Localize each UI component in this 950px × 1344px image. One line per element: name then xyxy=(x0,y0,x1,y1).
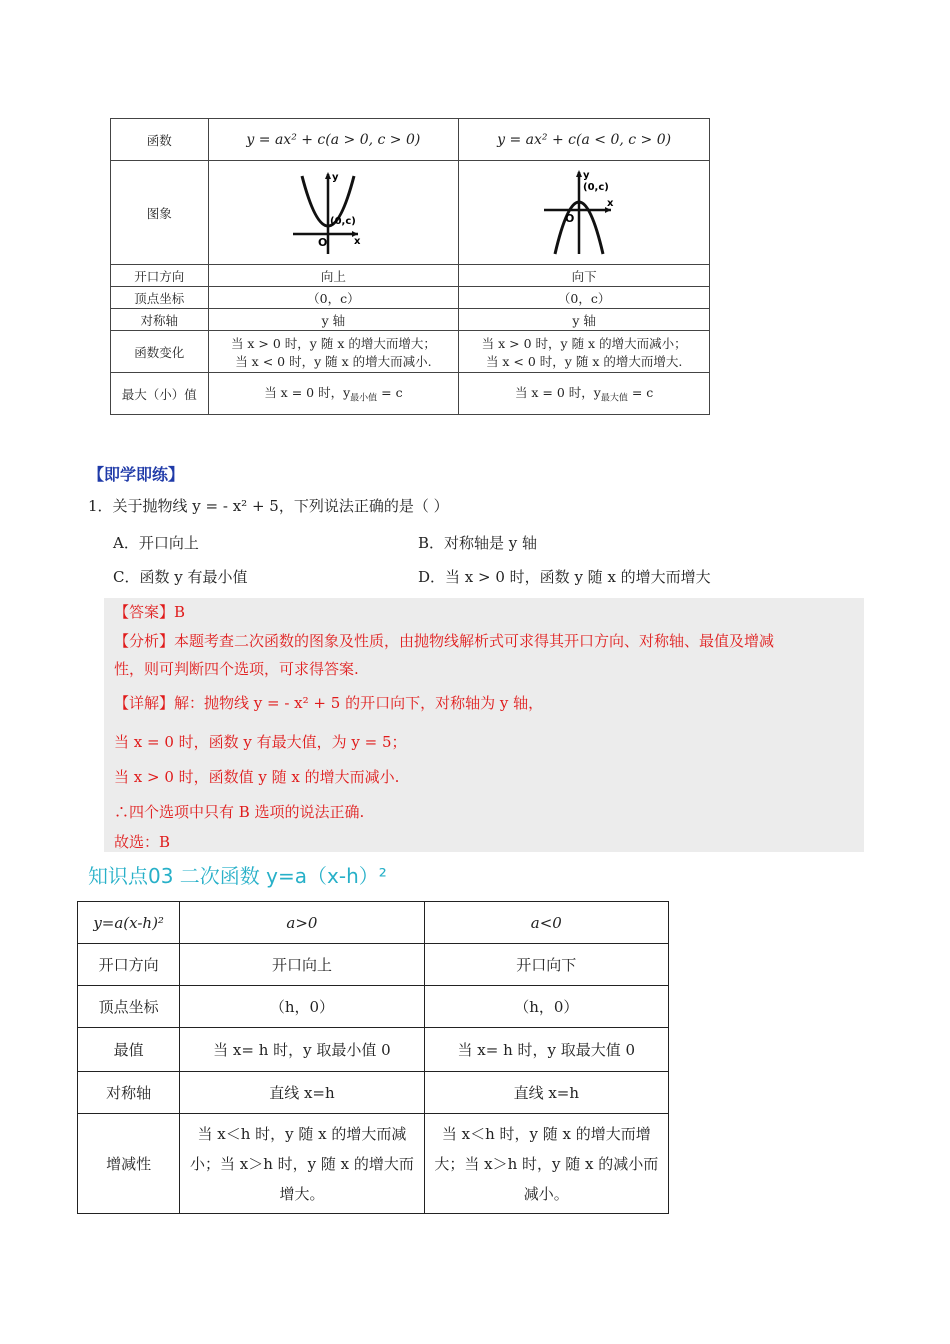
row-label: 最大（小）值 xyxy=(111,373,209,415)
cell: 直线 x=h xyxy=(424,1072,668,1114)
cell: （h，0） xyxy=(424,986,668,1028)
table-row xyxy=(78,1072,669,1114)
origin-label: O xyxy=(565,212,575,225)
row-label: 开口方向 xyxy=(78,944,180,986)
option-d: D．当 x > 0 时，函数 y 随 x 的增大而增大 xyxy=(418,568,711,586)
vertex-label: (0,c) xyxy=(330,216,357,227)
row-label: 图象 xyxy=(111,161,209,265)
cell: （h，0） xyxy=(180,986,424,1028)
cell-line: 当 x < 0 时，y 随 x 的增大而增大. xyxy=(485,353,683,369)
table-row xyxy=(78,944,669,986)
cell-line: 当 x < 0 时，y 随 x 的增大而减小. xyxy=(235,353,432,369)
cell: （0，c） xyxy=(208,287,459,309)
table-row xyxy=(111,265,710,287)
y-axis-label: y xyxy=(583,170,590,181)
row-label: 对称轴 xyxy=(111,309,209,331)
table-row xyxy=(78,1028,669,1072)
question-text: 1．关于抛物线 y = - x² + 5，下列说法正确的是（ ） xyxy=(88,497,449,515)
practice-title: 【即学即练】 xyxy=(88,465,185,484)
cell xyxy=(459,373,710,415)
table-row xyxy=(78,902,669,944)
row-label: 对称轴 xyxy=(78,1072,180,1114)
properties-table-1 xyxy=(110,118,710,415)
x-axis-label: x xyxy=(354,236,361,247)
graph-downward xyxy=(459,161,710,265)
cell: 向下 xyxy=(459,265,710,287)
detail-line: 当 x = 0 时，函数 y 有最大值，为 y = 5； xyxy=(114,733,407,751)
cell-text: 当 x = 0 时，y xyxy=(264,385,351,401)
table-row xyxy=(111,331,710,373)
cell: 直线 x=h xyxy=(180,1072,424,1114)
cell-text: = c xyxy=(627,385,654,401)
cell: y = ax² + c(a > 0, c > 0) xyxy=(208,119,459,161)
row-label: 函数变化 xyxy=(111,331,209,373)
parabola-down-graph xyxy=(539,166,629,256)
conclusion-line: ∴四个选项中只有 B 选项的说法正确. xyxy=(114,803,365,821)
cell: 当 x= h 时，y 取最小值 0 xyxy=(180,1028,424,1072)
row-label: 函数 xyxy=(111,119,209,161)
option-a: A．开口向上 xyxy=(113,534,199,552)
cell: 当 x＜h 时，y 随 x 的增大而减小；当 x＞h 时，y 随 x 的增大而增大。 xyxy=(180,1114,424,1214)
section-title: 知识点03 二次函数 y=a（x-h）² xyxy=(88,864,387,888)
row-label: 顶点坐标 xyxy=(111,287,209,309)
answer-panel xyxy=(104,598,864,852)
cell-line: 当 x > 0 时，y 随 x 的增大而减小； xyxy=(481,335,687,351)
cell: y 轴 xyxy=(208,309,459,331)
choice-line: 故选：B xyxy=(114,833,171,851)
header-cell: a<0 xyxy=(424,902,668,944)
table-row xyxy=(111,373,710,415)
detail-line: 【详解】解：抛物线 y = - x² + 5 的开口向下，对称轴为 y 轴， xyxy=(114,694,544,712)
analysis-line: 性，则可判断四个选项，可求得答案. xyxy=(114,660,359,678)
cell: （0，c） xyxy=(459,287,710,309)
table-row xyxy=(111,119,710,161)
table-row xyxy=(78,986,669,1028)
subscript: 最大值 xyxy=(600,393,628,404)
analysis-line: 【分析】本题考查二次函数的图象及性质，由抛物线解析式可求得其开口方向、对称轴、最值及增减 xyxy=(114,632,775,650)
row-label: 增减性 xyxy=(78,1114,180,1214)
table-row xyxy=(111,161,710,265)
header-cell: y=a(x-h)² xyxy=(78,902,180,944)
table-row xyxy=(111,287,710,309)
cell xyxy=(208,331,459,373)
cell-text: 当 x = 0 时，y xyxy=(514,385,601,401)
subscript: 最小值 xyxy=(350,393,378,404)
answer-line: 【答案】B xyxy=(114,603,186,621)
cell: 开口向上 xyxy=(180,944,424,986)
header-cell: a>0 xyxy=(180,902,424,944)
cell: y 轴 xyxy=(459,309,710,331)
origin-label: O xyxy=(318,236,328,249)
option-c: C．函数 y 有最小值 xyxy=(113,568,248,586)
option-b: B．对称轴是 y 轴 xyxy=(418,534,538,552)
cell: 当 x＜h 时，y 随 x 的增大而增大；当 x＞h 时，y 随 x 的减小而减小。 xyxy=(424,1114,668,1214)
properties-table-2 xyxy=(77,901,669,1214)
row-label: 顶点坐标 xyxy=(78,986,180,1028)
cell-line: 当 x > 0 时，y 随 x 的增大而增大； xyxy=(230,335,436,351)
row-label: 最值 xyxy=(78,1028,180,1072)
cell xyxy=(459,331,710,373)
graph-upward xyxy=(208,161,459,265)
cell: 开口向下 xyxy=(424,944,668,986)
cell: 当 x= h 时，y 取最大值 0 xyxy=(424,1028,668,1072)
cell: y = ax² + c(a < 0, c > 0) xyxy=(459,119,710,161)
row-label: 开口方向 xyxy=(111,265,209,287)
table-row xyxy=(111,309,710,331)
cell: 向上 xyxy=(208,265,459,287)
y-axis-label: y xyxy=(332,172,339,183)
parabola-up-graph xyxy=(288,166,378,256)
x-axis-label: x xyxy=(607,198,614,209)
vertex-label: (0,c) xyxy=(583,182,609,193)
table-row xyxy=(78,1114,669,1214)
detail-line: 当 x > 0 时，函数值 y 随 x 的增大而减小. xyxy=(114,768,400,786)
cell-text: = c xyxy=(377,385,403,401)
cell xyxy=(208,373,459,415)
